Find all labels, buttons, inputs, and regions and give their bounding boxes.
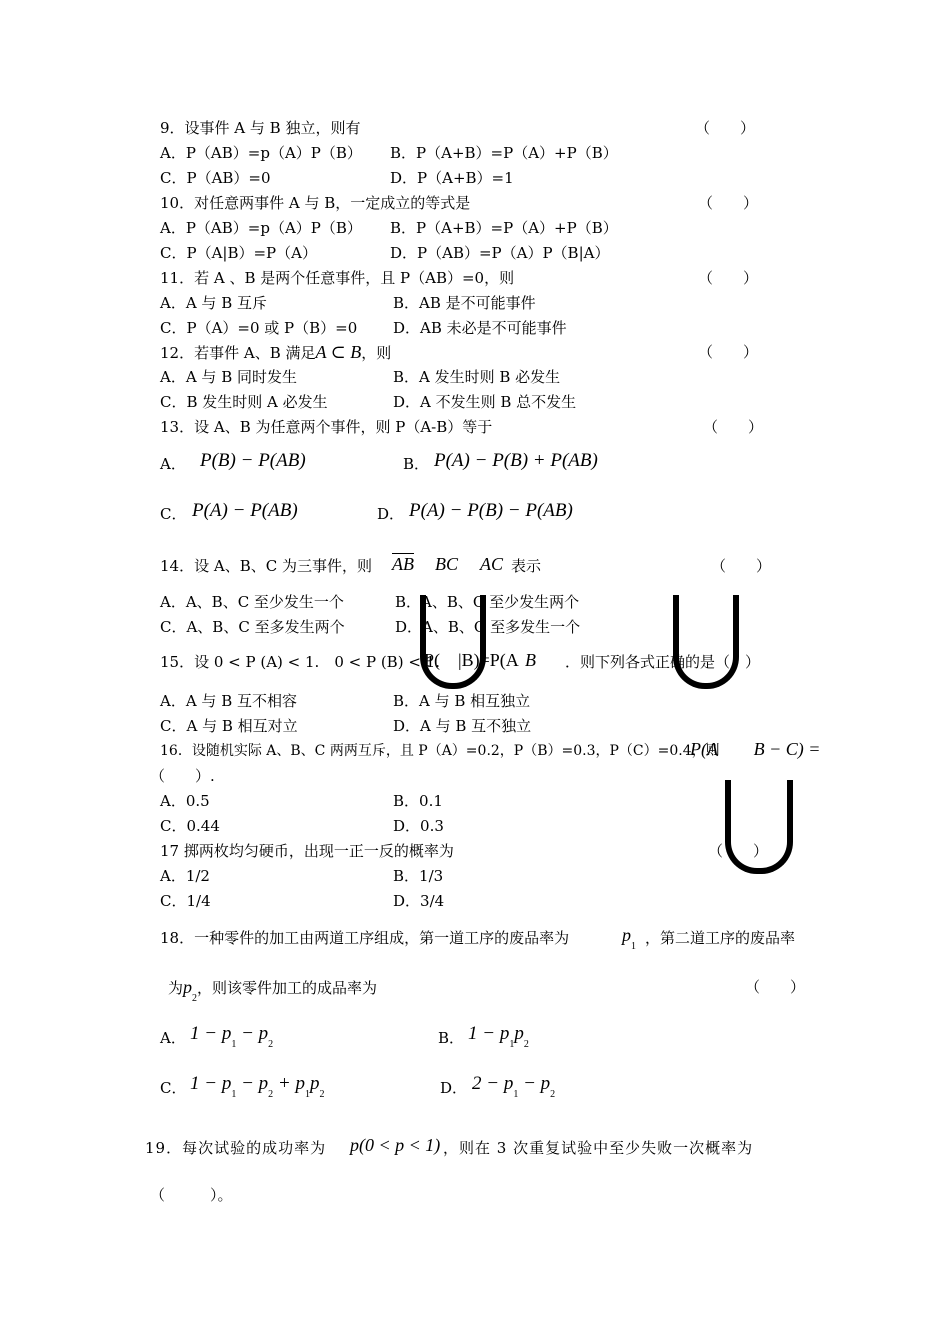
q18-stem-line2 <box>168 977 378 1004</box>
q10-option-b: B．P（A+B）=P（A）+P（B） <box>390 219 618 237</box>
union-symbol-icon <box>673 595 739 689</box>
q13-option-a-label: A． <box>160 455 186 473</box>
q11-option-b: B．AB 是不可能事件 <box>393 294 536 312</box>
q14-answer-blank[interactable]: （ ） <box>711 557 772 575</box>
q16-option-d: D．0.3 <box>393 817 444 835</box>
q18-option-d-label: D． <box>440 1079 468 1097</box>
q15-option-c: C．A 与 B 相互对立 <box>160 717 298 735</box>
q15-stem-tail: ．则下列各式正确的是（ ） <box>565 653 761 671</box>
q12-stem-text: 12．若事件 A、B 满足 <box>160 344 316 362</box>
q17-option-b: B．1/3 <box>393 867 444 885</box>
q13-option-b-formula: P(A) − P(B) + P(AB) <box>434 450 598 471</box>
q18-p1-symbol: p <box>622 925 631 945</box>
q17-option-c: C．1/4 <box>160 892 211 910</box>
q18-p1 <box>622 925 636 952</box>
q18-option-b-formula: $1 - p_1p_2$ <box>468 1023 529 1050</box>
q12-option-c: C．B 发生时则 A 必发生 <box>160 393 328 411</box>
q17-answer-blank[interactable]: （ ） <box>708 842 769 860</box>
q18-option-b-label: B． <box>438 1029 465 1047</box>
q10-option-a: A．P（AB）=p（A）P（B） <box>160 219 362 237</box>
q14-option-b: B．A、B、C 至少发生两个 <box>395 593 580 611</box>
q15-option-d: D．A 与 B 互不独立 <box>393 717 532 735</box>
q16-option-b: B．0.1 <box>393 792 443 810</box>
q10-option-d: D．P（AB）=P（A）P（B|A） <box>390 244 610 262</box>
q16-option-a: A．0.5 <box>160 792 210 810</box>
q16-answer-blank[interactable]: （ ）. <box>150 767 215 785</box>
q18-stem-line2-pre: 为 <box>168 979 184 997</box>
q9-option-a: A．P（AB）=p（A）P（B） <box>160 144 362 162</box>
q17-option-d: D．3/4 <box>393 892 445 910</box>
q12-option-b: B．A 发生时则 B 必发生 <box>393 368 561 386</box>
q18-option-c-label: C． <box>160 1079 187 1097</box>
q12-stem <box>160 342 391 363</box>
q9-option-b: B．P（A+B）=P（A）+P（B） <box>390 144 618 162</box>
q9-answer-blank[interactable]: （ ） <box>695 119 756 137</box>
q14-option-c: C．A、B、C 至多发生两个 <box>160 618 345 636</box>
q14-set-ac: AC <box>480 554 504 574</box>
q18-p2 <box>183 977 198 1004</box>
q13-answer-blank[interactable]: （ ） <box>703 418 764 436</box>
q9-option-d: D．P（A+B）=1 <box>390 169 514 187</box>
q18-answer-blank[interactable]: （ ） <box>745 978 806 996</box>
q13-stem: 13．设 A、B 为任意两个事件，则 P（A-B）等于 <box>160 418 493 436</box>
q11-option-d: D．AB 未必是不可能事件 <box>393 319 567 337</box>
q15-option-a: A．A 与 B 互不相容 <box>160 692 297 710</box>
q18-option-a-label: A． <box>160 1029 186 1047</box>
q13-option-b-label: B． <box>403 455 430 473</box>
q14-stem: 14．设 A、B、C 为三事件，则 <box>160 557 372 575</box>
q13-option-d-formula: P(A) − P(B) − P(AB) <box>409 500 573 521</box>
q18-p1-subscript: 1 <box>631 941 636 952</box>
q9-option-c: C．P（AB）=0 <box>160 169 271 187</box>
q18-stem-line2-post: ，则该零件加工的成品率为 <box>197 979 378 997</box>
q19-stem-tail: ，则在 3 次重复试验中至少失败一次概率为 <box>443 1139 754 1157</box>
q16-stem: 16．设随机实际 A、B、C 两两互斥，且 P（A）=0.2，P（B）=0.3，P（C）=0.4，则 <box>160 743 720 759</box>
q15-stem: 15．设 0 < P (A) < 1. 0 < P (B) < 1. <box>160 653 440 671</box>
q11-answer-blank[interactable]: （ ） <box>698 269 759 287</box>
q10-option-c: C．P（A|B）=P（A） <box>160 244 317 262</box>
q12-answer-blank[interactable]: （ ） <box>698 343 759 361</box>
q13-option-c-formula: P(A) − P(AB) <box>192 500 298 521</box>
q12-stem-tail: ，则 <box>361 344 392 362</box>
q9-stem: 9．设事件 A 与 B 独立，则有 <box>160 119 361 137</box>
q18-stem: 18．一种零件的加工由两道工序组成，第一道工序的废品率为 <box>160 929 570 947</box>
q17-stem: 17 掷两枚均匀硬币，出现一正一反的概率为 <box>160 842 454 860</box>
q11-option-c: C．P（A）=0 或 P（B）=0 <box>160 319 358 337</box>
q10-stem: 10．对任意两事件 A 与 B，一定成立的等式是 <box>160 194 471 212</box>
q16-option-c: C．0.44 <box>160 817 220 835</box>
q18-option-d-formula: $2 - p_1 - p_2$ <box>472 1073 556 1100</box>
q18-option-c-formula: $1 - p_1 - p_2 + p_1p_2$ <box>190 1073 325 1100</box>
q11-stem: 11．若 A 、B 是两个任意事件，且 P（AB）=0，则 <box>160 269 515 287</box>
q18-p2-subscript: 2 <box>192 993 198 1004</box>
q16-probability-expression: P(A B − C) = <box>690 739 821 759</box>
q13-option-c-label: C． <box>160 505 187 523</box>
q13-option-d-label: D． <box>377 505 405 523</box>
q13-option-a-formula: P(B) − P(AB) <box>200 450 306 471</box>
q18-option-a-formula: $1 - p_1 - p_2$ <box>190 1023 274 1050</box>
q11-option-a: A．A 与 B 互斥 <box>160 294 267 312</box>
q15-option-b: B．A 与 B 相互独立 <box>393 692 531 710</box>
q12-option-d: D．A 不发生则 B 总不发生 <box>393 393 577 411</box>
q19-stem: 19．每次试验的成功率为 <box>145 1139 327 1157</box>
q10-answer-blank[interactable]: （ ） <box>698 194 759 212</box>
q18-stem-tail: ，第二道工序的废品率 <box>645 929 796 947</box>
q18-p2-symbol: p <box>183 977 193 997</box>
q15-event-b: B <box>525 650 536 670</box>
q12-option-a: A．A 与 B 同时发生 <box>160 368 297 386</box>
q19-probability-range: p(0 < p < 1) <box>350 1135 441 1155</box>
q14-option-d: D．A、B、C 至多发生一个 <box>395 618 581 636</box>
q14-option-a: A．A、B、C 至少发生一个 <box>160 593 344 611</box>
q14-set-ab: $\overline{AB}$ <box>392 554 414 574</box>
q12-subset-expression: A ⊂ B <box>315 342 362 362</box>
union-symbol-icon <box>420 595 486 689</box>
q19-answer-blank[interactable]: （ ）。 <box>150 1186 233 1204</box>
q14-stem-tail: 表示 <box>511 557 542 575</box>
q15-conditional-expression: P( |B)=P(A <box>424 650 519 670</box>
q14-set-bc: BC <box>435 554 459 574</box>
q17-option-a: A．1/2 <box>160 867 210 885</box>
